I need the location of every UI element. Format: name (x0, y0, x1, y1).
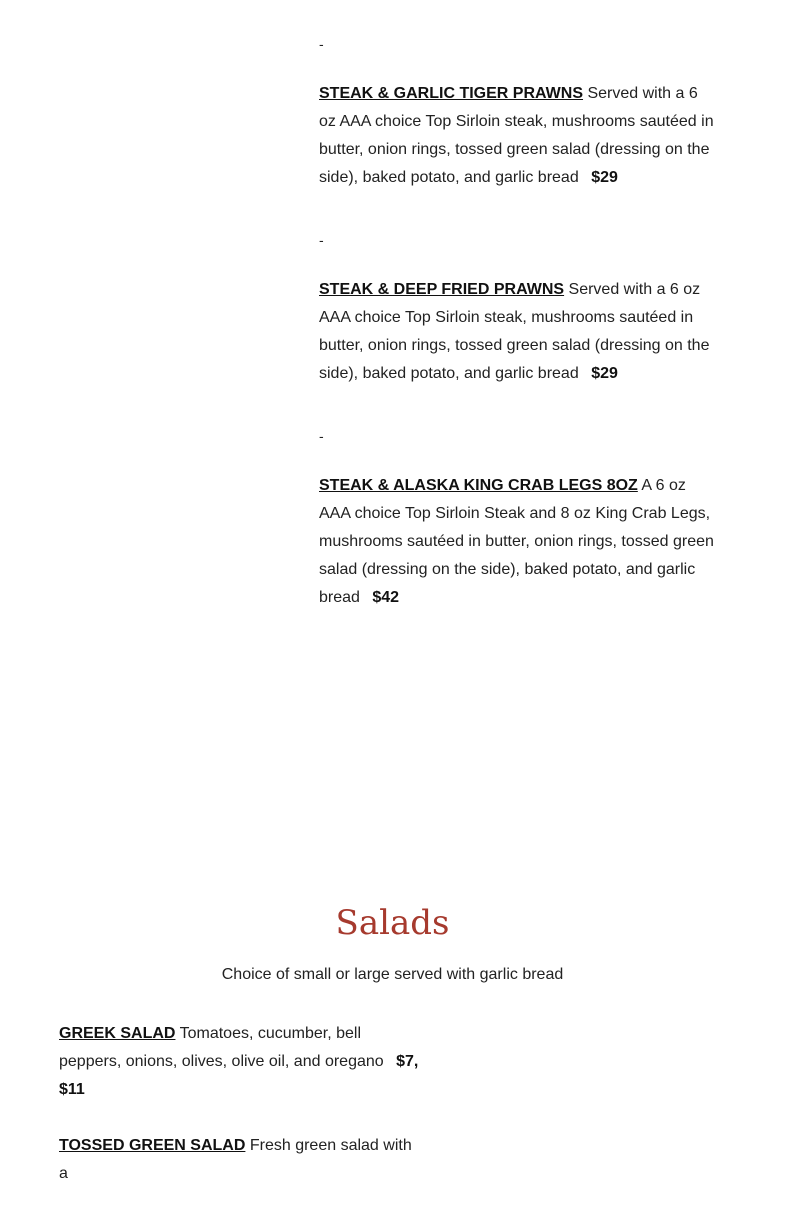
menu-item-description: A 6 oz AAA choice Top Sirloin Steak and 8 oz King Crab Legs, mushrooms sautéed in butter, onion rings, tossed green salad (dressing on the side), baked potato, and garlic bread (319, 477, 714, 606)
menu-item-steak-alaska-king-crab (319, 472, 719, 612)
menu-item-name: STEAK & ALASKA KING CRAB LEGS 8OZ (319, 477, 638, 494)
salad-list (59, 1020, 419, 1216)
item-separator: - (319, 428, 324, 444)
menu-item-price: $29 (591, 365, 618, 382)
menu-item-name: STEAK & GARLIC TIGER PRAWNS (319, 85, 584, 102)
menu-item-steak-deep-fried-prawns (319, 276, 719, 388)
menu-item-price: $42 (372, 589, 400, 606)
menu-item-description: Served with a 6 oz AAA choice Top Sirloin steak, mushrooms sautéed in butter, onion rings, tossed green salad (dressing on the side), baked potato, and garlic bread (319, 85, 714, 186)
salads-section (0, 895, 785, 1182)
menu-item-price: $29 (591, 169, 618, 186)
section-subtitle: Choice of small or large served with garlic bread (221, 966, 564, 983)
menu-item-description: Served with a 6 oz AAA choice Top Sirloin steak, mushrooms sautéed in butter, onion rings, tossed green salad (dressing on the side), baked potato, and garlic bread (319, 281, 710, 382)
menu-item-description: Tomatoes, cucumber, bell peppers, onions, olives, olive oil, and oregano (59, 1025, 384, 1070)
menu-item-name: TOSSED GREEN SALAD (59, 1137, 246, 1154)
menu-item-steak-garlic-tiger-prawns (319, 80, 719, 192)
menu-item-name: GREEK SALAD (59, 1025, 176, 1042)
menu-item-greek-salad (59, 1020, 419, 1104)
menu-item-description: Fresh green salad with a (59, 1137, 412, 1182)
section-title: Salads (335, 903, 450, 943)
entree-menu-column (319, 30, 719, 646)
item-separator: - (319, 232, 324, 248)
menu-item-tossed-green-salad (59, 1132, 419, 1188)
menu-item-name: STEAK & DEEP FRIED PRAWNS (319, 281, 565, 298)
item-separator: - (319, 36, 324, 52)
menu-item-price: $7, $11 (59, 1053, 419, 1098)
